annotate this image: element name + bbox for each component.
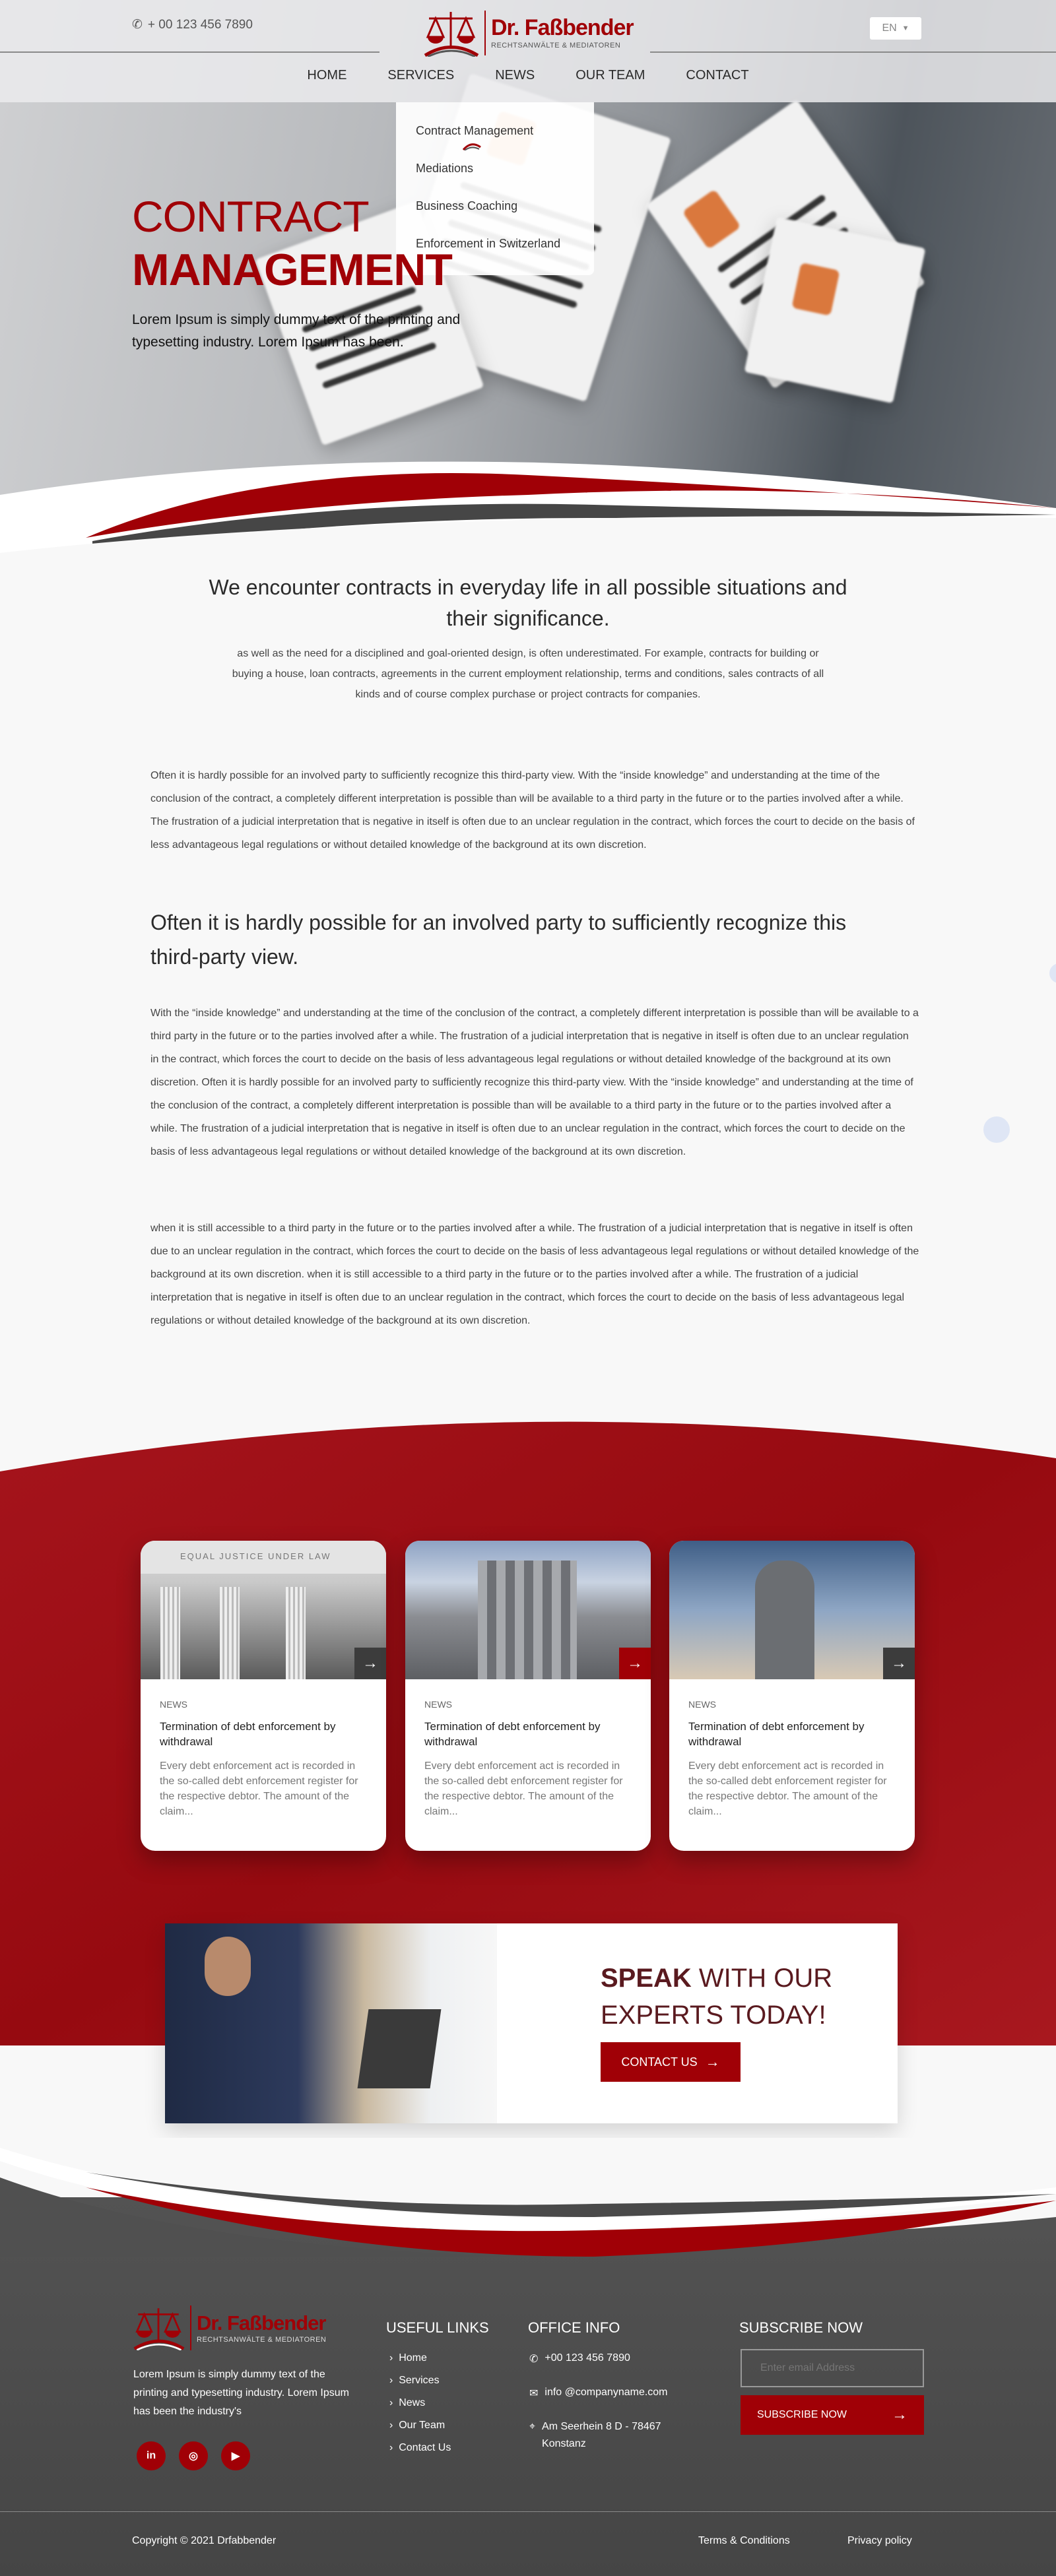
footer-about-text: Lorem Ipsum is simply dummy text of the printing and typesetting industry. Lorem Ipsum has been the industry's [133,2369,349,2417]
contact-us-button[interactable] [601,2042,741,2082]
dropdown-item-enforcement-switzerland[interactable]: Enforcement in Switzerland [416,237,561,250]
card-image-columns [141,1541,386,1679]
card-tag: NEWS [424,1699,452,1710]
office-info-heading: OFFICE INFO [528,2319,620,2336]
footer-link-home[interactable]: › Home [389,2352,427,2364]
language-select[interactable] [870,17,921,40]
logo-separator [190,2305,191,2350]
cta-title-bold: SPEAK [601,1964,692,1993]
button-label: CONTACT US [621,2055,698,2069]
subscribe-heading: SUBSCRIBE NOW [739,2319,863,2336]
scales-logo-icon [422,9,479,57]
phone-icon: ✆ [529,2354,539,2365]
social-links [137,2441,250,2470]
header-phone[interactable]: ✆ + 00 123 456 7890 [132,17,253,32]
body-paragraph-2: With the “inside knowledge” and understanding at the time of the conclusion of the contract, a completely different interpretation is possible than will be available to a third party in the future or to the parties involved after a while. The frustration of a judicial interpretation that is negative in itself is often due to an unclear regulation in the contract, which forces the court to decide on the basis of less advantageous legal regulations or without detailed knowledge of the background at its own discretion. Often it is hardly possible for an involved party to sufficiently recognize this third-party view. With the “inside knowledge” and understanding at the time of the conclusion of the contract, a completely different interpretation is possible than will be available to a third party in the future or to the parties involved after a while. The frustration of a judicial interpretation that is negative in itself is often due to an unclear regulation in the contract, which forces the court to decide on the basis of less advantageous legal regulations or without detailed knowledge of the background at its own discretion. [150,1008,919,1157]
header-divider [0,51,380,53]
card-title[interactable]: Termination of debt enforcement by withdrawal [424,1720,601,1748]
chevron-right-icon: › [389,2352,399,2364]
logo-name: Dr. Faßbender [197,2311,326,2334]
hero-paper-image [744,217,926,404]
office-info [529,2352,701,2453]
active-swoosh-icon [462,141,482,150]
card-tag: NEWS [160,1699,187,1710]
logo-separator [484,11,486,55]
subscribe-button[interactable] [741,2395,924,2435]
footer-link-news[interactable]: › News [389,2397,426,2408]
map-pin-icon: ⌖ [529,2421,536,2432]
decorative-dot [1049,963,1056,983]
subscribe-email-input[interactable] [741,2349,924,2387]
image-inscription: EQUAL JUSTICE UNDER LAW [141,1541,386,1574]
intro-text: as well as the need for a disciplined and goal-oriented design, is often underestimated. For example, contracts for building or buying a house, loan contracts, agreements in the current employment relationship, terms and conditions, sales contracts of all kinds and of course complex purchase or project contracts for companies. [232,648,824,700]
nav-home[interactable]: HOME [307,68,347,82]
instagram-icon[interactable]: ◎ [179,2441,208,2470]
footer-link-contact-us[interactable]: › Contact Us [389,2442,451,2453]
nav-contact[interactable]: CONTACT [686,68,749,82]
hero-swoosh-divider [0,435,1056,567]
body-heading: Often it is hardly possible for an involved party to sufficiently recognize this third-party view. [150,911,847,969]
chevron-right-icon: › [389,2420,399,2431]
nav-services[interactable]: SERVICES [387,68,455,82]
chevron-right-icon: › [389,2442,399,2453]
linkedin-icon[interactable]: in [137,2441,166,2470]
body-paragraph-1: Often it is hardly possible for an involved party to sufficiently recognize this third-party view. With the “inside knowledge” and understanding at the time of the conclusion of the contract, a completely different interpretation is possible than will be available to a third party in the future or to the parties involved after a while. The frustration of a judicial interpretation that is negative in itself is often due to an unclear regulation in the contract, which forces the court to decide on the basis of less advantageous legal regulations or without detailed knowledge of the background at its own discretion. [150,770,915,851]
logo[interactable] [422,9,634,57]
hero-title-light: CONTRACT [132,192,369,241]
card-description: Every debt enforcement act is recorded in the so-called debt enforcement register for the respective debtor. The amount of the claim... [160,1760,358,1817]
copyright: Copyright © 2021 Drfabbender [132,2535,277,2546]
arrow-right-icon: → [892,2406,908,2424]
footer-logo[interactable] [132,2305,326,2350]
phone-icon: ✆ [132,18,143,32]
youtube-icon[interactable]: ▶ [221,2441,250,2470]
card-tag: NEWS [688,1699,716,1710]
dropdown-item-mediations[interactable]: Mediations [416,162,474,175]
cta-banner [165,1923,898,2123]
cta-title-line2: EXPERTS TODAY! [601,2001,826,2030]
cta-image-businessman [165,1923,497,2123]
news-card[interactable] [141,1541,386,1851]
footer-swoosh-divider [0,2138,1056,2257]
news-card[interactable] [405,1541,651,1851]
scales-logo-icon [132,2305,185,2350]
card-description: Every debt enforcement act is recorded in the so-called debt enforcement register for the respective debtor. The amount of the claim... [688,1760,887,1817]
footer-link-services[interactable]: › Services [389,2375,440,2386]
office-phone[interactable]: ✆ +00 123 456 7890 [529,2352,701,2387]
useful-links-list [389,2352,451,2464]
button-label: SUBSCRIBE NOW [757,2409,847,2420]
arrow-right-icon[interactable]: → [883,1648,915,1679]
body-paragraph-3: when it is still accessible to a third party in the future or to the parties involved after a while. The frustration of a judicial interpretation that is negative in itself is often due to an unclear regulation in the contract, which forces the court to decide on the basis of less advantageous legal regulations or without detailed knowledge of the background at its own discretion. when it is still accessible to a third party in the future or to the parties involved after a while. The frustration of a judicial interpretation that is negative in itself is often due to an unclear regulation in the contract, which forces the court to decide on the basis of less advantageous legal regulations or without detailed knowledge of the background at its own discretion. [150,1223,919,1326]
main-nav [0,68,1056,83]
footer-link-our-team[interactable]: › Our Team [389,2420,446,2431]
header-divider [650,51,1056,53]
card-image-courthouse [405,1541,651,1679]
chevron-down-icon: ▼ [902,24,909,32]
cta-title [601,1960,832,2034]
arrow-right-icon[interactable]: → [619,1648,651,1679]
office-address: ⌖ Am Seerhein 8 D - 78467 Konstanz [529,2418,701,2453]
arrow-right-icon: → [705,2053,720,2070]
office-email[interactable]: ✉ info @companyname.com [529,2387,701,2418]
dropdown-label: Contract Management [416,124,534,137]
language-value: EN [882,22,897,34]
dropdown-item-contract-management[interactable] [416,124,574,162]
hero-title-bold: MANAGEMENT [132,245,452,295]
chevron-right-icon: › [389,2397,399,2408]
card-title[interactable]: Termination of debt enforcement by withdrawal [160,1720,336,1748]
hero-text: Lorem Ipsum is simply dummy text of the printing and typesetting industry. Lorem Ipsum has been. [132,312,461,350]
terms-link[interactable]: Terms & Conditions [698,2535,790,2546]
footer-divider [0,2511,1056,2512]
intro-heading: We encounter contracts in everyday life in all possible situations and their significance. [209,575,847,630]
card-title[interactable]: Termination of debt enforcement by withdrawal [688,1720,865,1748]
mail-icon: ✉ [529,2388,539,2399]
decorative-dot [983,1116,1010,1143]
chevron-right-icon: › [389,2375,399,2386]
arrow-right-icon[interactable]: → [354,1648,386,1679]
privacy-link[interactable]: Privacy policy [847,2535,912,2546]
logo-subtitle: RECHTSANWÄLTE & MEDIATOREN [197,2335,327,2344]
logo-name: Dr. Faßbender [491,15,634,40]
card-description: Every debt enforcement act is recorded in the so-called debt enforcement register for the respective debtor. The amount of the claim... [424,1760,623,1817]
news-card[interactable] [669,1541,915,1851]
card-image-justice-statue [669,1541,915,1679]
cta-title-rest: WITH OUR [691,1964,833,1993]
nav-our-team[interactable]: OUR TEAM [576,68,645,82]
logo-subtitle: RECHTSANWÄLTE & MEDIATOREN [491,42,621,49]
useful-links-heading: USEFUL LINKS [386,2319,489,2336]
nav-news[interactable]: NEWS [495,68,535,82]
dropdown-item-business-coaching[interactable]: Business Coaching [416,199,518,212]
